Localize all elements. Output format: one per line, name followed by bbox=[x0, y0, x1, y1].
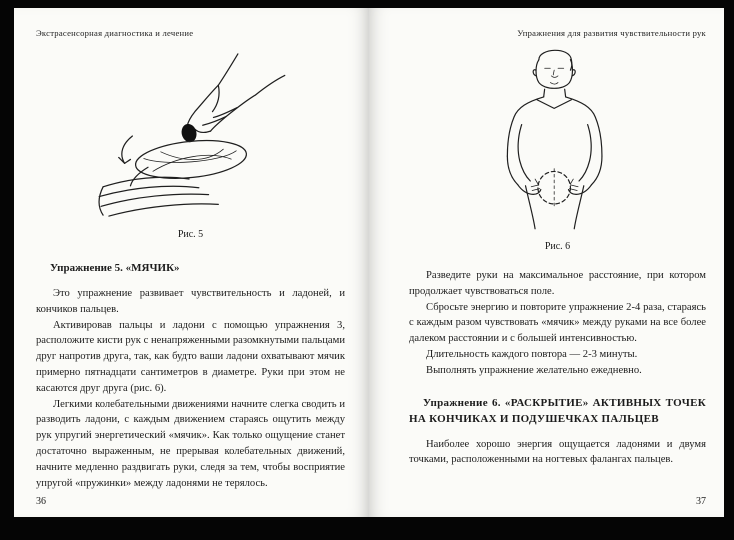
right-paragraph-5: Наиболее хорошо энергия ощущается ладонями и двумя точками, расположенными на ногтевых фалангах пальцев. bbox=[409, 438, 706, 466]
person-hands bbox=[517, 185, 591, 195]
lower-hand bbox=[99, 167, 218, 216]
figure-6 bbox=[409, 44, 706, 252]
left-page bbox=[14, 8, 369, 517]
exercise-5-heading: Упражнение 5. «МЯЧИК» bbox=[50, 262, 180, 274]
energy-ball-dashed bbox=[535, 169, 573, 207]
right-paragraph-3: Длительность каждого повтора — 2-3 минуты. bbox=[426, 348, 638, 360]
exercise-6-heading: Упражнение 6. «РАСКРЫТИЕ» АКТИВНЫХ ТОЧЕК НА КОНЧИКАХ И ПОДУШЕЧКАХ ПАЛЬЦЕВ bbox=[409, 396, 706, 425]
figure-5-caption: Рис. 5 bbox=[177, 229, 204, 240]
left-paragraph-2: Активировав пальцы и ладони с помощью упражнения 3, расположите кисти рук с ненапряженными разомкнутыми пальцами друг напротив друга, так, как будто ваши ладони охватывают мячик примерно пятнадцати сантиметров в диаметре. Руки при этом не касаются друг друга (рис. 6). bbox=[36, 319, 345, 394]
figure-6-caption: Рис. 6 bbox=[544, 241, 571, 252]
right-paragraph-2: Сбросьте энергию и повторите упражнение 2-4 раза, стараясь с каждым разом чувствовать «мячик» между руками на все более далеком расстоянии и с большей интенсивностью. bbox=[409, 301, 706, 345]
book-spread bbox=[14, 8, 724, 517]
left-paragraph-1: Это упражнение развивает чувствительность и ладоней, и кончиков пальцев. bbox=[36, 288, 345, 315]
right-running-header: Упражнения для развития чувствительности рук bbox=[517, 28, 706, 38]
right-paragraph-4: Выполнять упражнение желательно ежедневно. bbox=[426, 364, 642, 376]
motion-arrow bbox=[118, 136, 132, 163]
energy-disk bbox=[133, 136, 248, 184]
right-page bbox=[369, 8, 724, 517]
person-torso bbox=[507, 89, 602, 229]
figure-5-illustration bbox=[93, 52, 289, 220]
person-head bbox=[533, 50, 575, 88]
figure-5 bbox=[36, 52, 345, 240]
figure-6-illustration bbox=[472, 44, 644, 232]
left-paragraph-3: Легкими колебательными движениями начните слегка сводить и разводить ладони, с каждым движением стараясь ощутить между рук упругий энергетический «мячик». Как только ощущение станет достаточно выраженным, не прерывая колебательных движений, начните медленно раздвигать руки, следя за тем, чтобы восприятие упругой «пружинки» между ладонями не терялось. bbox=[36, 398, 345, 489]
right-paragraph-1: Разведите руки на максимальное расстояние, при котором продолжает чувствоваться поле. bbox=[409, 270, 706, 297]
left-running-header: Экстрасенсорная диагностика и лечение bbox=[36, 28, 194, 38]
right-page-number: 37 bbox=[696, 496, 706, 507]
upper-hand bbox=[187, 54, 285, 132]
left-page-number: 36 bbox=[36, 496, 46, 507]
